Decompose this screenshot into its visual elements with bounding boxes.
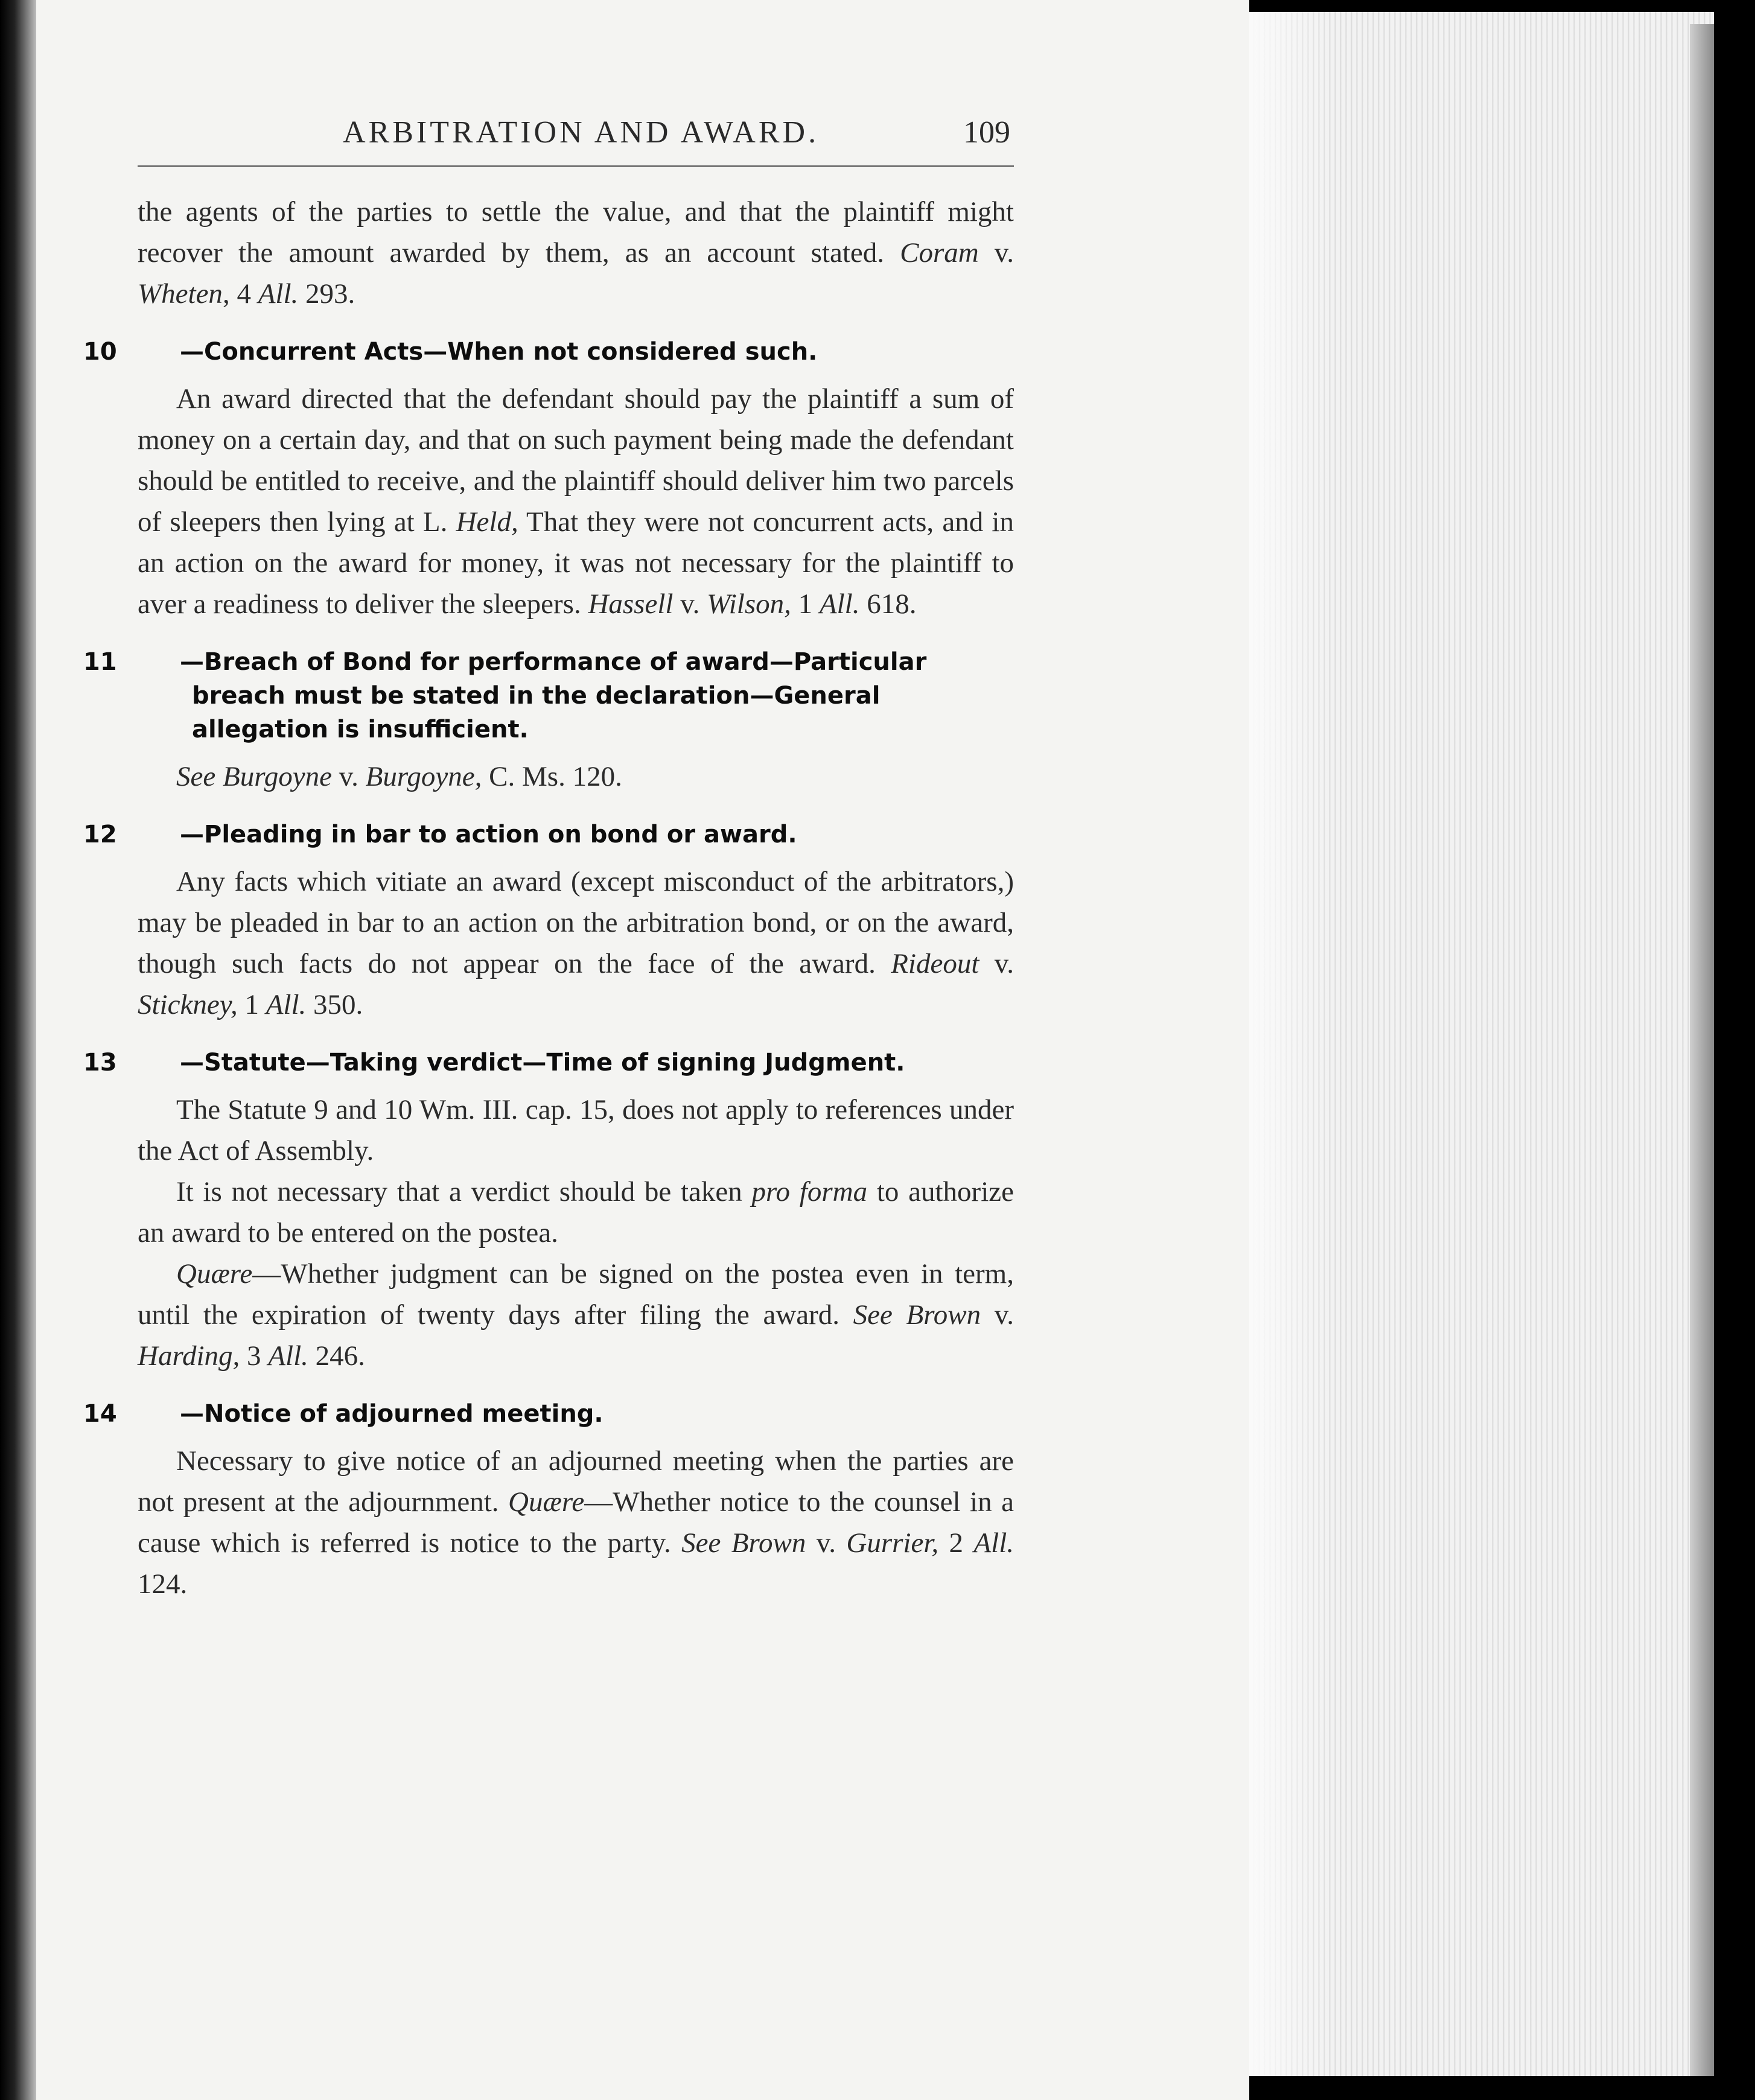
held-italic: Held, (456, 506, 518, 538)
case-name: Hassell (588, 588, 674, 620)
section-11-paragraph (138, 756, 1014, 797)
section-number: 11 (83, 648, 117, 676)
citation-reporter: All. (819, 588, 860, 620)
citation-reporter: All. (258, 278, 299, 310)
citation: C. Ms. 120. (482, 761, 622, 792)
section-heading-11 (83, 645, 1014, 746)
see-italic: See (853, 1299, 893, 1331)
citation-page: 124. (138, 1568, 188, 1600)
versus: v. (981, 1299, 1014, 1331)
header-rule (138, 165, 1014, 167)
section-10-paragraph (138, 378, 1014, 625)
case-name: Gurrier, (846, 1527, 939, 1559)
case-name: Harding, (138, 1340, 240, 1372)
versus: v. (331, 761, 366, 792)
section-number: 10 (83, 338, 117, 366)
paragraph-text: An award directed that the defendant should pay the plaintiff a sum of money on a certain day, and that on such payment being made the defendant should be entitled to receive, and the plaintiff should deliver him two parcels of sleepers then lying at L. (138, 383, 1014, 538)
section-heading-10 (83, 335, 1014, 369)
section-title: —Breach of Bond for performance of award—Particular breach must be stated in the declaration—General allegation is insufficient. (180, 648, 927, 743)
opening-paragraph (138, 191, 1014, 314)
case-name: Wheten (138, 278, 223, 310)
case-name: Stickney, (138, 989, 238, 1020)
page-edges-highlight (1249, 12, 1334, 2076)
quaere-italic: Quære (508, 1486, 585, 1518)
case-name: Coram (900, 237, 979, 269)
section-number: 12 (83, 821, 117, 848)
section-heading-12 (83, 818, 1014, 851)
case-name: Brown (892, 1299, 981, 1331)
citation-page: 618. (859, 588, 917, 620)
book-cover-edge (1690, 24, 1714, 2076)
running-title: ARBITRATION AND AWARD. (343, 115, 820, 150)
section-12-paragraph (138, 861, 1014, 1025)
section-heading-14 (83, 1397, 1014, 1431)
versus: v. (806, 1527, 847, 1559)
section-title: —Pleading in bar to action on bond or award. (180, 821, 797, 848)
section-number: 14 (83, 1400, 117, 1428)
versus: v. (673, 588, 707, 620)
citation-reporter: All. (973, 1527, 1014, 1559)
section-title: —Concurrent Acts—When not considered such. (180, 338, 818, 366)
paragraph-text: —Whether notice to the counsel in a cause which is referred is notice to the party. (138, 1486, 1014, 1559)
paragraph-text: Any facts which vitiate an award (except misconduct of the arbitrators,) may be pleaded in bar to an action on the arbitration bond, or on the award, though such facts do not appear on the face of the award. (138, 866, 1014, 979)
running-head (138, 109, 1014, 157)
case-name: Burgoyne (215, 761, 332, 792)
section-heading-13 (83, 1046, 1014, 1080)
section-title: —Statute—Taking verdict—Time of signing Judgment. (180, 1049, 905, 1077)
paragraph-text: It is not necessary that a verdict should be taken (176, 1176, 752, 1208)
section-13-paragraph-3 (138, 1253, 1014, 1376)
case-name: Brown (721, 1527, 806, 1559)
case-name: Burgoyne, (365, 761, 482, 792)
citation-volume: 1 (237, 989, 266, 1020)
case-name: Wilson, (707, 588, 791, 620)
versus: v. (979, 948, 1014, 979)
section-13-paragraph-1 (138, 1089, 1014, 1171)
page-number: 109 (963, 115, 1010, 150)
citation-reporter: All. (266, 989, 307, 1020)
paragraph-text: to authorize an award to be entered on the postea. (138, 1176, 1014, 1249)
case-name: Rideout (891, 948, 979, 979)
citation-volume: 3 (240, 1340, 269, 1372)
quaere-italic: Quære (176, 1258, 253, 1290)
section-13-paragraph-2 (138, 1171, 1014, 1253)
citation-volume: 2 (938, 1527, 974, 1559)
citation-volume: 1 (791, 588, 820, 620)
citation-page: 293. (298, 278, 355, 310)
paragraph-text: The Statute 9 and 10 Wm. III. cap. 15, does not apply to references under the Act of Assembly. (138, 1094, 1014, 1166)
latin-italic: pro forma (751, 1176, 868, 1208)
binding-shadow (0, 0, 36, 2100)
opening-text: the agents of the parties to settle the value, and that the plaintiff might recover the amount awarded by them, as an account stated. (138, 196, 1014, 269)
citation-page: 350. (306, 989, 363, 1020)
versus: v. (978, 237, 1014, 269)
paragraph-text: That they were not concurrent acts, and in an action on the award for money, it was not necessary for the plaintiff to aver a readiness to deliver the sleepers. (138, 506, 1014, 620)
citation-reporter: All. (268, 1340, 308, 1372)
paragraph-text: Necessary to give notice of an adjourned meeting when the parties are not present at the adjournment. (138, 1445, 1014, 1518)
section-number: 13 (83, 1049, 117, 1077)
page-content (83, 109, 1014, 1609)
see-italic: See (681, 1527, 721, 1559)
see-italic: See (176, 761, 216, 792)
citation-volume: , 4 (222, 278, 258, 310)
section-14-paragraph (138, 1440, 1014, 1605)
paragraph-text: —Whether judgment can be signed on the postea even in term, until the expiration of twenty days after filing the award. (138, 1258, 1014, 1331)
section-title: —Notice of adjourned meeting. (180, 1400, 604, 1428)
citation-page: 246. (308, 1340, 365, 1372)
